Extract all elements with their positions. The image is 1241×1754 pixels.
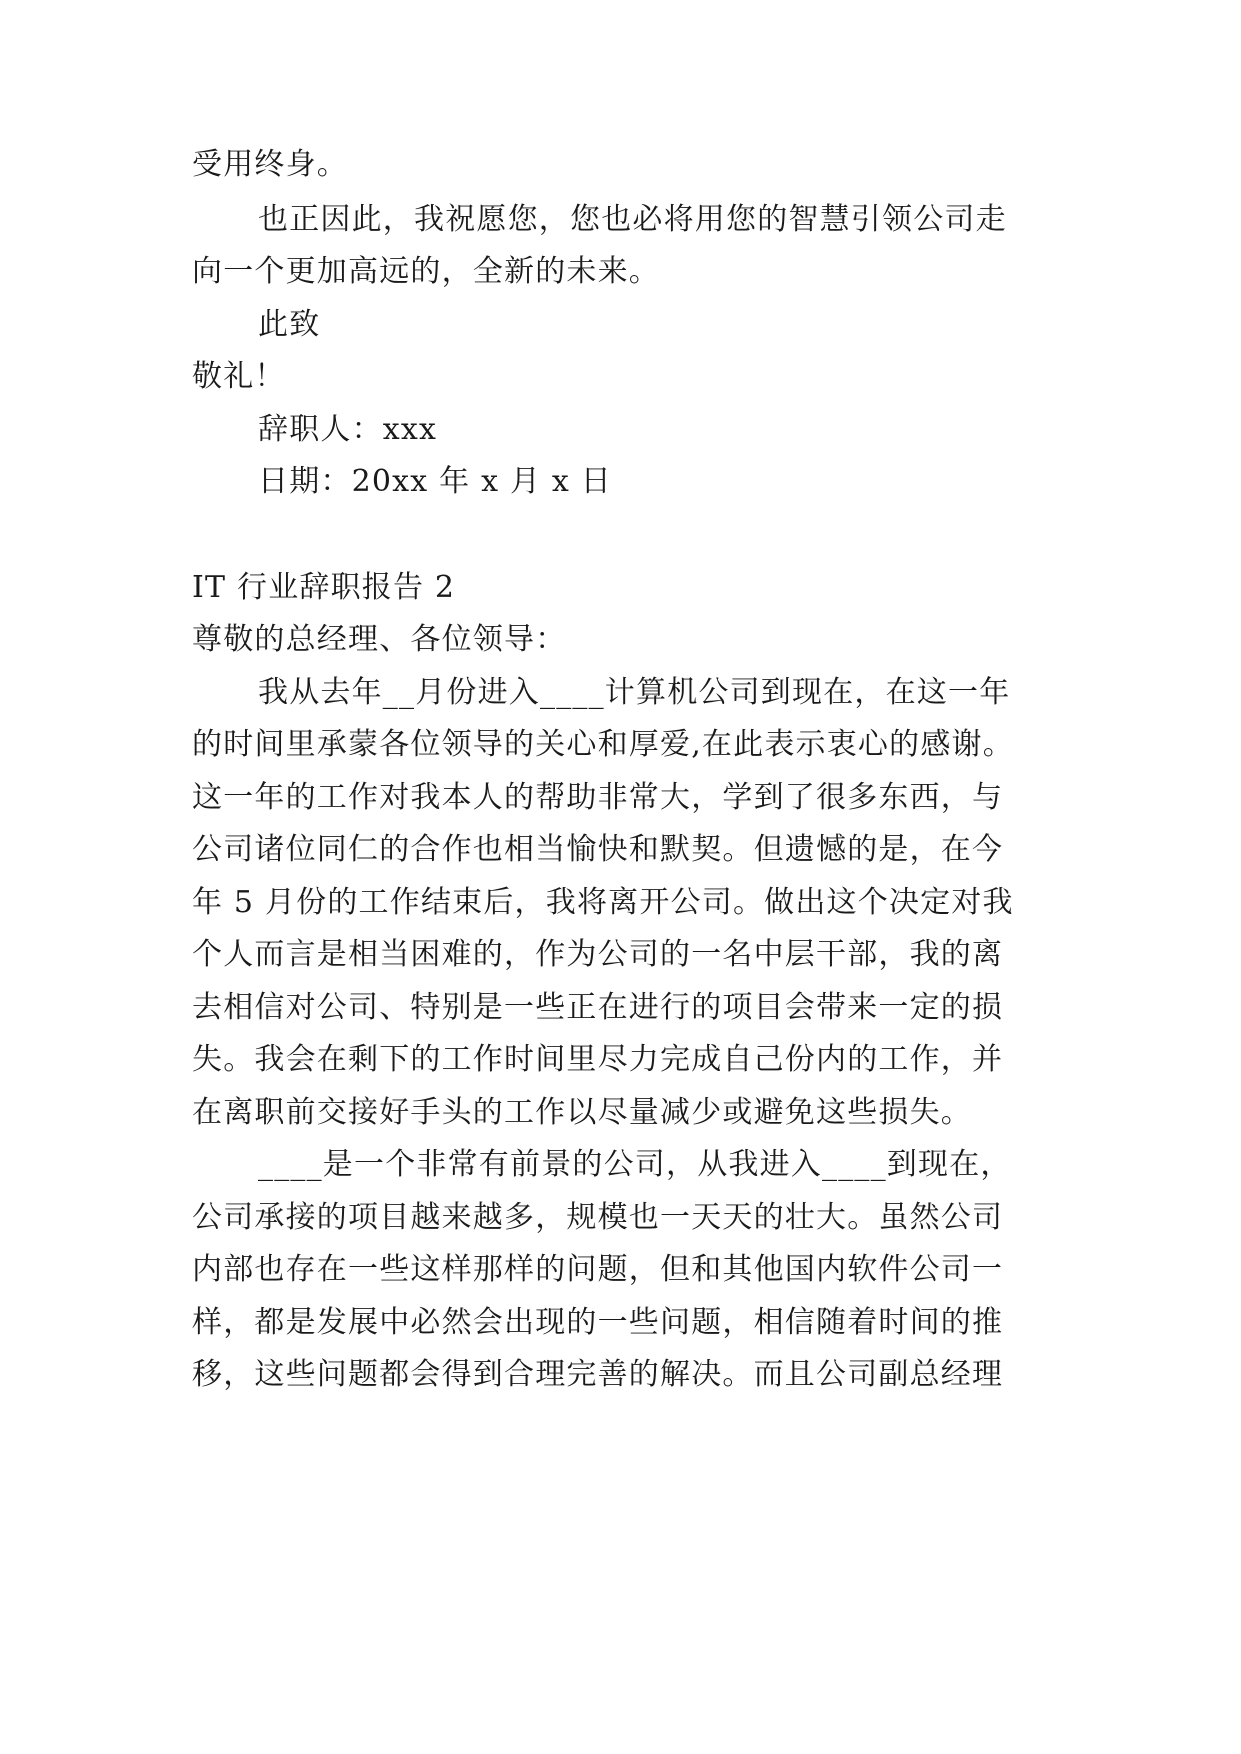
greeting: 尊敬的总经理、各位领导：: [192, 622, 567, 657]
paragraph1-line: 这一年的工作对我本人的帮助非常大，学到了很多东西，与: [192, 780, 1004, 815]
paragraph2-line: 内部也存在一些这样那样的问题，但和其他国内软件公司一: [192, 1252, 1004, 1287]
resigner-line: 辞职人：xxx: [258, 412, 438, 447]
paragraph1-line: 失。我会在剩下的工作时间里尽力完成自己份内的工作，并: [192, 1042, 1004, 1077]
paragraph1-line: 我从去年__月份进入____计算机公司到现在，在这一年: [258, 675, 1011, 710]
paragraph1-line: 个人而言是相当困难的，作为公司的一名中层干部，我的离: [192, 937, 1004, 972]
regards: 敬礼！: [192, 359, 286, 394]
paragraph1-line: 年 5 月份的工作结束后，我将离开公司。做出这个决定对我: [192, 885, 1014, 920]
date-line: 日期：20xx 年 x 月 x 日: [258, 464, 612, 499]
paragraph1-line: 的时间里承蒙各位领导的关心和厚爱,在此表示衷心的感谢。: [192, 727, 1014, 762]
paragraph1-line: 公司诸位同仁的合作也相当愉快和默契。但遗憾的是，在今: [192, 832, 1004, 867]
salutation: 此致: [258, 307, 321, 342]
paragraph2-line: 公司承接的项目越来越多，规模也一天天的壮大。虽然公司: [192, 1200, 1004, 1235]
paragraph2-line: 移，这些问题都会得到合理完善的解决。而且公司副总经理: [192, 1357, 1004, 1392]
paragraph2-line: 样，都是发展中必然会出现的一些问题，相信随着时间的推: [192, 1305, 1004, 1340]
closing-line: 受用终身。: [192, 147, 348, 182]
paragraph1-line: 在离职前交接好手头的工作以尽量减少或避免这些损失。: [192, 1095, 972, 1130]
paragraph1-line: 去相信对公司、特别是一些正在进行的项目会带来一定的损: [192, 990, 1004, 1025]
wish-line-1: 也正因此，我祝愿您，您也必将用您的智慧引领公司走: [258, 202, 1007, 237]
section-title: IT 行业辞职报告 2: [192, 570, 456, 605]
paragraph2-line: ____是一个非常有前景的公司，从我进入____到现在，: [258, 1147, 1012, 1182]
wish-line-2: 向一个更加高远的，全新的未来。: [192, 254, 660, 289]
